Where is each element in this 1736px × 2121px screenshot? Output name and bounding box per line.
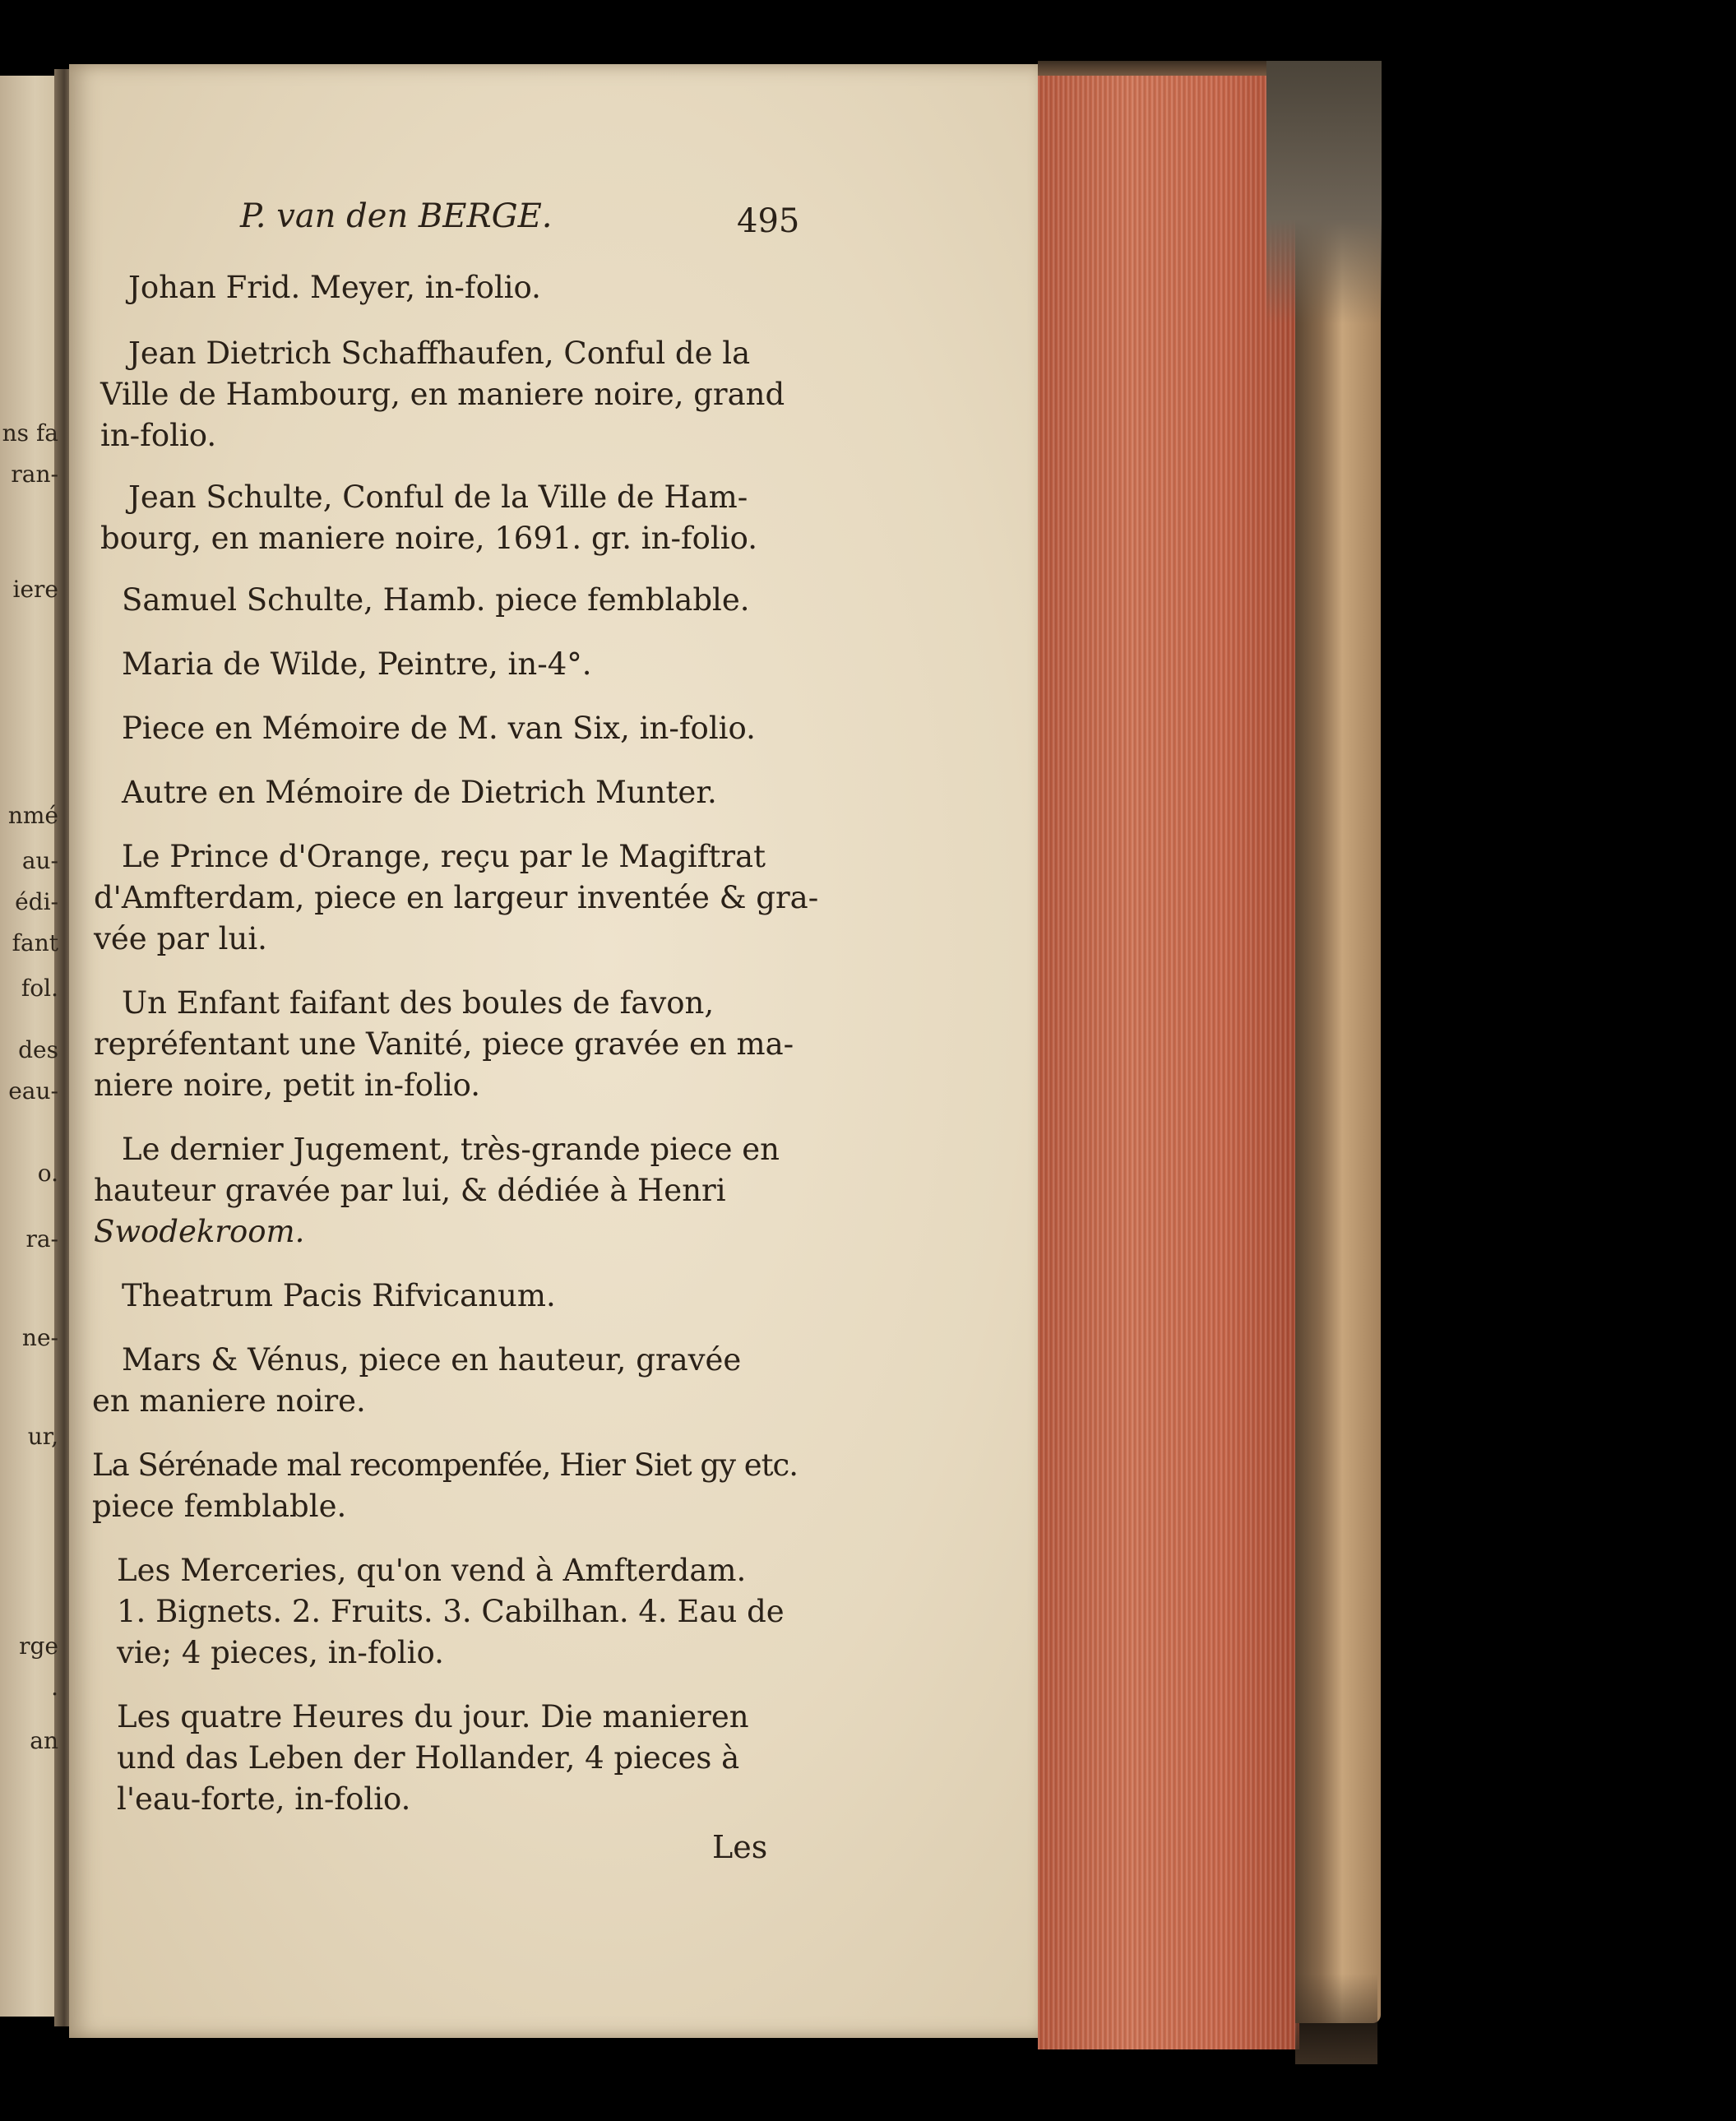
text-line: Le dernier Jugement, très-grande piece en: [122, 1132, 780, 1167]
text-line: hauteur gravée par lui, & dédiée à Henri: [94, 1173, 726, 1208]
right-page: [69, 64, 1044, 2038]
left-page-fragment: an: [30, 1727, 58, 1754]
binding-board: [1295, 72, 1381, 2023]
text-line: Theatrum Pacis Rifvicanum.: [122, 1278, 556, 1313]
text-line: en maniere noire.: [92, 1383, 366, 1419]
text-line: Jean Schulte, Conful de la Ville de Ham-: [128, 479, 748, 515]
page-number: 495: [737, 202, 800, 240]
left-page-fragment: rge: [19, 1632, 58, 1660]
running-head-title: P. van den BERGE.: [240, 197, 553, 235]
text-line: Mars & Vénus, piece en hauteur, gravée: [122, 1342, 742, 1378]
left-page-fragment: fol.: [21, 975, 58, 1002]
text-line: repréfentant une Vanité, piece gravée en ma-: [94, 1026, 794, 1062]
left-page-fragment: .: [51, 1674, 58, 1701]
left-page-fragment: o.: [37, 1160, 58, 1187]
text-line: Autre en Mémoire de Dietrich Munter.: [122, 775, 717, 810]
text-line: l'eau-forte, in-folio.: [117, 1781, 411, 1817]
text-line: vée par lui.: [94, 921, 267, 956]
text-line: Un Enfant faifant des boules de favon,: [122, 985, 715, 1021]
text-line: La Sérénade mal recompenfée, Hier Siet gy etc.: [92, 1447, 799, 1483]
binding-board-top: [1266, 61, 1382, 324]
left-page-fragment: ra-: [25, 1225, 58, 1253]
text-line: Maria de Wilde, Peintre, in-4°.: [122, 646, 592, 682]
text-line: d'Amfterdam, piece en largeur inventée & gra-: [94, 880, 819, 915]
left-page-fragment: ne-: [21, 1324, 58, 1351]
text-line: Les Merceries, qu'on vend à Amfterdam.: [117, 1553, 747, 1588]
left-page-fragment: ns fa: [2, 419, 58, 447]
text-line: in-folio.: [100, 418, 217, 453]
left-page-fragment: ran-: [11, 461, 58, 488]
text-line: Ville de Hambourg, en maniere noire, grand: [100, 377, 785, 412]
red-fore-edge: [1038, 76, 1299, 2049]
left-page-fragment: fant: [12, 929, 58, 956]
text-line: vie; 4 pieces, in-folio.: [117, 1635, 444, 1670]
text-line: Les quatre Heures du jour. Die manieren: [117, 1699, 749, 1734]
binding-board-bottom: [1295, 1974, 1377, 2064]
left-page-fragment: eau-: [8, 1077, 58, 1104]
left-page-fragment: des: [18, 1036, 58, 1063]
left-page-fragment: nmé: [7, 802, 58, 829]
text-line: Samuel Schulte, Hamb. piece femblable.: [122, 582, 750, 618]
text-line: bourg, en maniere noire, 1691. gr. in-folio.: [100, 521, 757, 556]
text-line: 1. Bignets. 2. Fruits. 3. Cabilhan. 4. Eau de: [117, 1594, 785, 1629]
text-line: Swodekroom.: [94, 1214, 305, 1249]
catchword: Les: [712, 1829, 768, 1865]
left-page-fragment: iere: [12, 576, 58, 603]
left-page-fragment: au-: [21, 847, 58, 874]
text-line: piece femblable.: [92, 1489, 347, 1524]
left-page-fragment: édi-: [15, 888, 58, 915]
text-line: Piece en Mémoire de M. van Six, in-folio.: [122, 711, 756, 746]
text-line: und das Leben der Hollander, 4 pieces à: [117, 1740, 740, 1776]
text-line: Jean Dietrich Schaffhaufen, Conful de la: [128, 336, 751, 371]
text-line: Johan Frid. Meyer, in-folio.: [128, 270, 541, 305]
text-line: niere noire, petit in-folio.: [94, 1067, 481, 1103]
left-page-fragment: ur,: [27, 1423, 58, 1450]
text-line: Le Prince d'Orange, reçu par le Magiftrat: [122, 839, 766, 874]
